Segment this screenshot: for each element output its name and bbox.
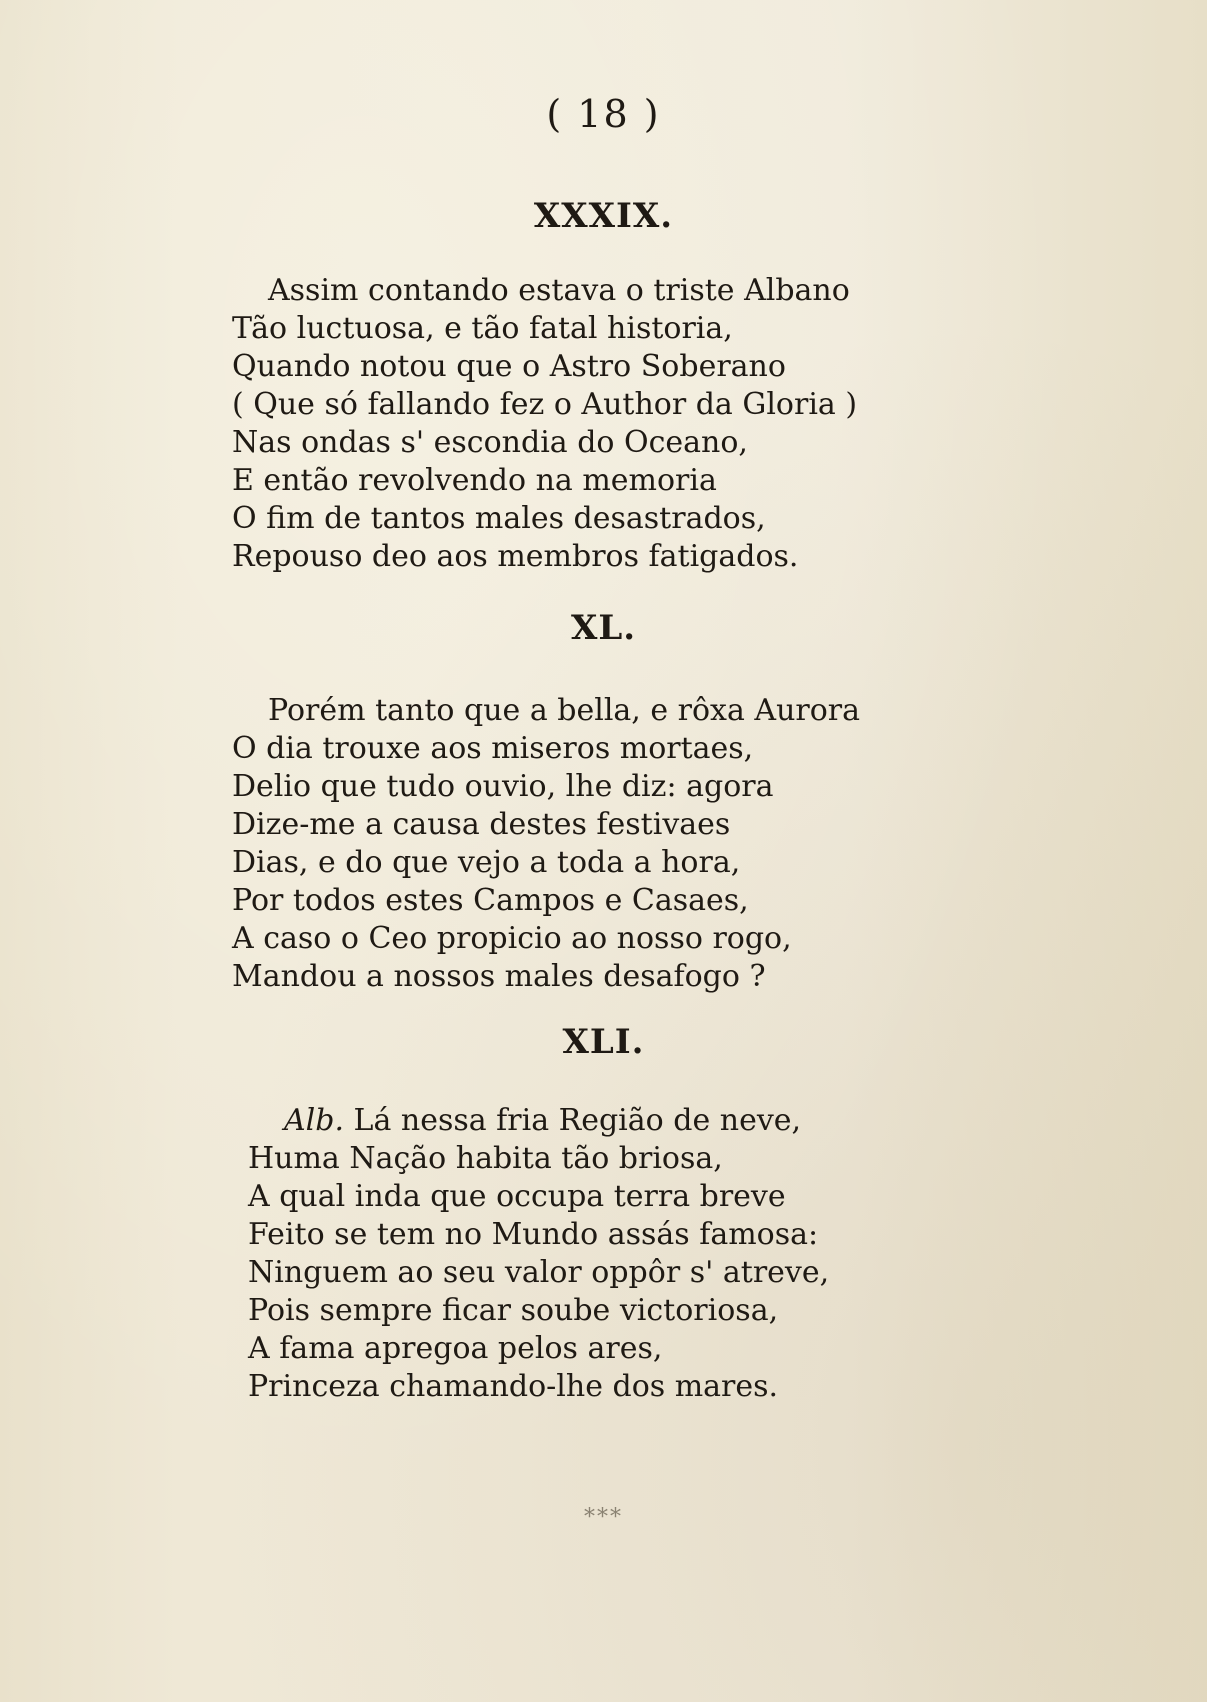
verse-line: O dia trouxe aos miseros mortaes, (232, 731, 754, 766)
verse-line-with-speaker (248, 1102, 948, 1140)
verse-line: Delio que tudo ouvio, lhe diz: agora (232, 769, 774, 804)
stanza-xl (232, 692, 932, 996)
verse-line: ( Que só fallando fez o Author da Gloria ) (232, 387, 858, 422)
verse-line: Ninguem ao seu valor oppôr s' atreve, (248, 1255, 830, 1290)
stanza-heading-xl: XL. (570, 608, 637, 648)
verse-line: Dias, e do que vejo a toda a hora, (232, 845, 741, 880)
verse-line: Porém tanto que a bella, e rôxa Aurora (268, 693, 861, 728)
verse-line: Huma Nação habita tão briosa, (248, 1141, 723, 1176)
verse-line: Princeza chamando-lhe dos mares. (248, 1369, 779, 1404)
verse-line: Mandou a nossos males desafogo ? (232, 959, 766, 994)
verse-line: Nas ondas s' escondia do Oceano, (232, 425, 748, 460)
verse-line: E então revolvendo na memoria (232, 463, 717, 498)
page-ornament: *** (584, 1505, 623, 1530)
stanza-xxxix (232, 272, 932, 576)
verse-line: Repouso deo aos membros fatigados. (232, 539, 799, 574)
verse-line: A qual inda que occupa terra breve (248, 1179, 786, 1214)
page-number: ( 18 ) (546, 92, 661, 136)
verse-line: A caso o Ceo propicio ao nosso rogo, (232, 921, 792, 956)
verse-text: Lá nessa fria Região de neve, (353, 1103, 802, 1138)
stanza-heading-xli: XLI. (562, 1022, 645, 1062)
stanza-heading-xxxix: XXXIX. (533, 196, 674, 236)
verse-line: Pois sempre ficar soube victoriosa, (248, 1293, 779, 1328)
verse-line: A fama apregoa pelos ares, (248, 1331, 663, 1366)
verse-line: Tão luctuosa, e tão fatal historia, (232, 311, 733, 346)
verse-line: Feito se tem no Mundo assás famosa: (248, 1217, 819, 1252)
stanza-xli (248, 1102, 948, 1406)
verse-line: Dize-me a causa destes festivaes (232, 807, 731, 842)
verse-line: O fim de tantos males desastrados, (232, 501, 766, 536)
verse-line: Assim contando estava o triste Albano (268, 273, 850, 308)
verse-line: Por todos estes Campos e Casaes, (232, 883, 749, 918)
verse-line: Quando notou que o Astro Soberano (232, 349, 786, 384)
speaker-label: Alb. (284, 1103, 344, 1138)
